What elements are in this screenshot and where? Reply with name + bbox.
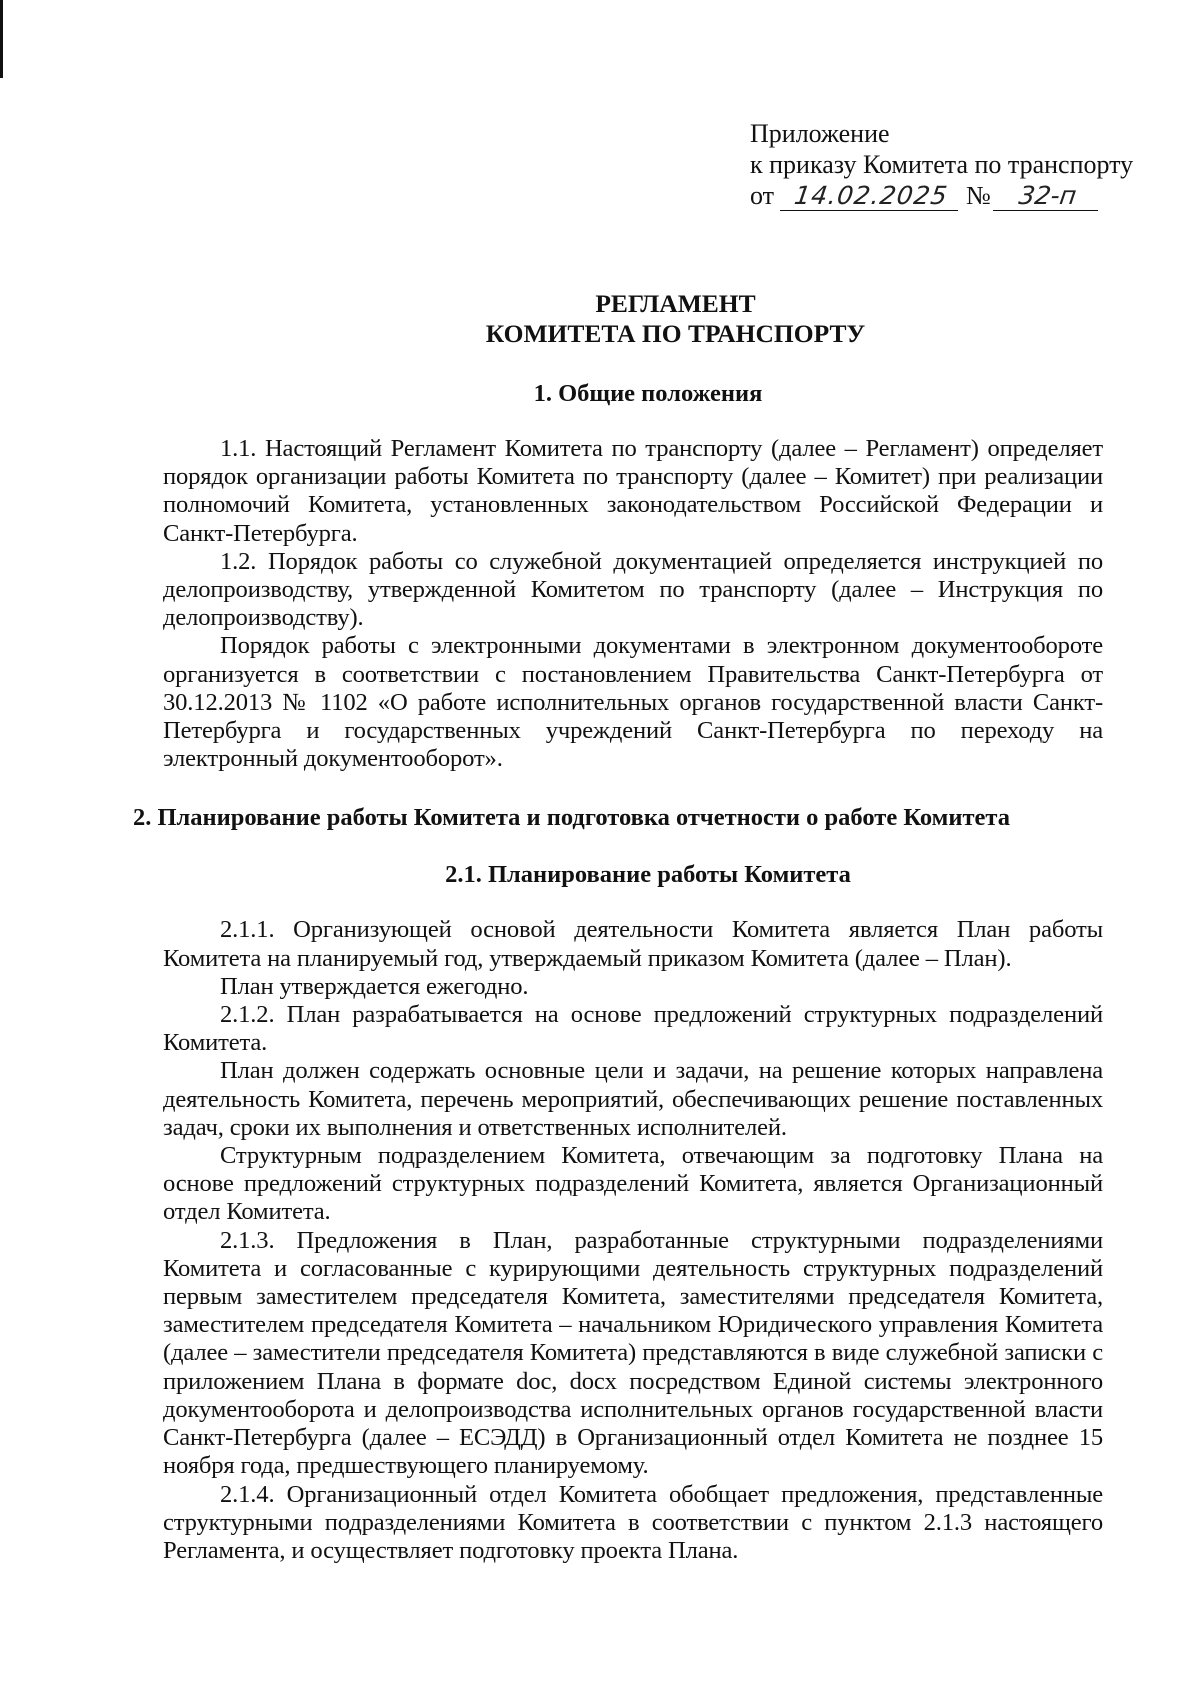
- paragraph-1-1: 1.1. Настоящий Регламент Комитета по транспорту (далее – Регламент) определяет порядок организации работы Комитета по транспорту (далее – Комитет) при реализации полномочий Комитета, установленных законодательством Российской Федерации и Санкт-Петербурга.: [163, 435, 1103, 547]
- paragraph-1-2-ed: Порядок работы с электронными документами в электронном документообороте организуется в соответствии с постановлением Правительства Санкт-Петербурга от 30.12.2013 № 1102 «О работе исполнительных органов государственной власти Санкт-Петербурга и государственных учреждений Санкт-Петербурга по переходу на электронный документооборот».: [163, 632, 1103, 773]
- section-2-heading: 2. Планирование работы Комитета и подготовка отчетности о работе Комитета: [133, 804, 1010, 832]
- section-1-heading: 1. Общие положения: [533, 380, 763, 407]
- subsection-2-1-heading: 2.1. Планирование работы Комитета: [445, 861, 851, 889]
- paragraph-1-2: 1.2. Порядок работы со служебной документацией определяется инструкцией по делопроизводству, утвержденной Комитетом по транспорту (далее – Инструкция по делопроизводству).: [163, 547, 1103, 632]
- handwritten-date: 14.02.2025: [780, 182, 962, 211]
- paragraph-responsible-unit: Структурным подразделением Комитета, отвечающим за подготовку Плана на основе предложений структурных подразделений Комитета, является Организационный отдел Комитета.: [163, 1142, 1103, 1226]
- handwritten-number: 32-п: [993, 182, 1102, 211]
- appendix-title: Приложение: [750, 119, 890, 148]
- paragraph-2-1-2: 2.1.2. План разрабатывается на основе предложений структурных подразделений Комитета.: [163, 1001, 1103, 1057]
- appendix-block: [750, 118, 1170, 211]
- appendix-date-number-line: [750, 180, 1170, 211]
- document-body: [133, 289, 1103, 1565]
- paragraph-2-1-1: 2.1.1. Организующей основой деятельности Комитета является План работы Комитета на планируемый год, утверждаемый приказом Комитета (далее – План).: [163, 916, 1103, 972]
- paragraph-2-1-3: 2.1.3. Предложения в План, разработанные структурными подразделениями Комитета и согласованные с курирующими деятельность структурных подразделений первым заместителем председателя Комитета, заместителями председателя Комитета, заместителем председателя Комитета – начальником Юридического управления Комитета (далее – заместители председателя Комитета) представляются в виде служебной записки с приложением Плана в формате doc, docx посредством Единой системы электронного документооборота и делопроизводства исполнительных органов государственной власти Санкт-Петербурга (далее – ЕСЭДД) в Организационный отдел Комитета не позднее 15 ноября года, предшествующего планируемому.: [163, 1226, 1103, 1480]
- document-title: [248, 289, 1103, 349]
- appendix-order-reference: к приказу Комитета по транспорту: [750, 150, 1134, 179]
- scan-edge-mark: [0, 0, 3, 78]
- title-line-1: РЕГЛАМЕНТ: [595, 289, 756, 318]
- number-label: №: [966, 181, 991, 210]
- paragraph-plan-content: План должен содержать основные цели и задачи, на решение которых направлена деятельность Комитета, перечень мероприятий, обеспечивающих решение поставленных задач, сроки их выполнения и ответственных исполнителей.: [163, 1057, 1103, 1141]
- paragraph-plan-yearly: План утверждается ежегодно.: [220, 972, 529, 1000]
- from-label: от: [750, 181, 775, 210]
- paragraph-2-1-4: 2.1.4. Организационный отдел Комитета обобщает предложения, представленные структурными подразделениями Комитета в соответствии с пунктом 2.1.3 настоящего Регламента, и осуществляет подготовку проекта Плана.: [163, 1480, 1103, 1564]
- title-line-2: КОМИТЕТА ПО ТРАНСПОРТУ: [485, 319, 866, 348]
